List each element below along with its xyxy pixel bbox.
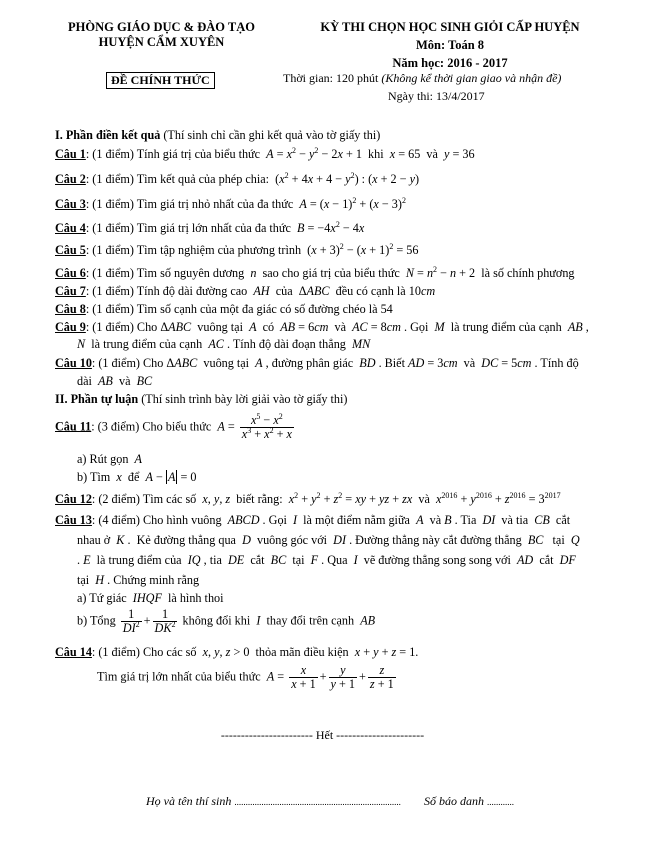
fraction-di: $\frac{1}{DI^2}$ — [122, 607, 140, 635]
question-9-cont: N là trung điểm của cạnh AC . Tính độ dài đoạn thẳng MN — [77, 337, 371, 351]
question-4: Câu 4: (1 điểm) Tìm giá trị lớn nhất của đa thức $B = -4x^2 - 4x$ — [55, 220, 365, 235]
department-name: PHÒNG GIÁO DỤC & ĐÀO TẠO — [68, 20, 255, 34]
question-6: Câu 6: (1 điểm) Tìm số nguyên dương n sao cho giá trị của biểu thức $N = n^2 - n + 2$ là số chính phương — [55, 265, 575, 280]
candidate-name-line: Họ và tên thí sinh .......................................................................... — [146, 794, 401, 808]
question-13-a: a) Tứ giác IHQF là hình thoi — [77, 591, 224, 605]
question-11-b: b) Tìm x để A − A = 0 — [77, 470, 197, 484]
question-13-line3: . E là trung điểm của IQ , tia DE cắt BC tại F . Qua I vẽ đường thẳng song song với AD cắt DF — [77, 553, 576, 567]
question-13-b: b) Tổng $\frac{1}{DI^2}$ + $\frac{1}{DK^2}$ không đổi khi I thay đổi trên cạnh AB — [77, 607, 376, 635]
question-12: Câu 12: (2 điểm) Tìm các số x, y, z biết rằng: $x^2 + y^2 + z^2$ = xy + yz + zx và $x^{2016} + y^{2016} + z^{2016} = 3^{2017}$ — [55, 491, 561, 506]
question-13: Câu 13: (4 điểm) Cho hình vuông ABCD . Gọi I là một điểm nằm giữa A và B . Tia DI và tia CB cắt — [55, 513, 571, 527]
question-13-line2: nhau ở K . Kẻ đường thẳng qua D vuông góc với DI . Đường thẳng này cắt đường thẳng BC tại Q — [77, 533, 580, 547]
exam-subject: Môn: Toán 8 — [415, 38, 485, 52]
part1-heading: I. Phần điền kết quả (Thí sinh chỉ cần ghi kết quả vào tờ giấy thi) — [55, 128, 381, 142]
exam-date: Ngày thi: 13/4/2017 — [388, 89, 485, 103]
fraction-a: $\frac{x^5 - x^2}{x^3 + x^2 + x}$ — [241, 412, 292, 441]
question-10: Câu 10: (1 điểm) Cho ΔABC vuông tại A , đường phân giác BD . Biết AD = 3cm và DC = 5cm . Tính độ — [55, 356, 579, 370]
school-year: Năm học: 2016 - 2017 — [392, 56, 508, 70]
question-14-cont: Tìm giá trị lớn nhất của biểu thức A = $\frac{x}{x + 1}$ + $\frac{y}{y + 1}$ + $\frac{z}{z + 1}$ — [97, 663, 394, 691]
question-8: Câu 8: (1 điểm) Tìm số cạnh của một đa giác có số đường chéo là 54 — [55, 302, 393, 316]
time-note: (Không kể thời gian giao và nhận đề) — [381, 71, 562, 85]
time-label: Thời gian: 120 phút — [283, 71, 379, 85]
question-11: Câu 11: (3 điểm) Cho biểu thức A = $\frac{x^5 - x^2}{x^3 + x^2 + x}$ — [55, 412, 292, 441]
question-14: Câu 14: (1 điểm) Cho các số x, y, z > 0 thỏa mãn điều kiện x + y + z = 1. — [55, 645, 419, 659]
header-right — [290, 20, 610, 71]
fraction-dk: $\frac{1}{DK^2}$ — [154, 607, 176, 635]
exam-title: KỲ THI CHỌN HỌC SINH GIỎI CẤP HUYỆN — [320, 20, 580, 34]
part2-heading: II. Phần tự luận (Thí sinh trình bày lời giải vào tờ giấy thi) — [55, 392, 348, 406]
question-3: Câu 3: (1 điểm) Tìm giá trị nhỏ nhất của đa thức $A = (x - 1)^2 + (x - 3)^2$ — [55, 196, 406, 211]
question-10-cont: dài AB và BC — [77, 374, 153, 388]
question-7: Câu 7: (1 điểm) Tính độ dài đường cao AH của ΔABC đều có cạnh là 10cm — [55, 284, 436, 298]
question-13-line4: tại H . Chứng minh rằng — [77, 573, 200, 587]
header-left — [64, 20, 259, 50]
official-exam-badge: ĐỀ CHÍNH THỨC — [106, 72, 215, 89]
question-11-a: a) Rút gọn A — [77, 452, 142, 466]
question-9: Câu 9: (1 điểm) Cho ΔABC vuông tại A có AB = 6cm và AC = 8cm . Gọi M là trung điểm của cạnh AB , — [55, 320, 589, 334]
candidate-number-line: Số báo danh ............ — [424, 794, 514, 808]
question-1: Câu 1: (1 điểm) Tính giá trị của biểu thức $A = x^2 - y^2 - 2x + 1$ khi x = 65 và y = 36 — [55, 146, 475, 161]
exam-time — [283, 71, 561, 85]
question-2: Câu 2: (1 điểm) Tìm kết quả của phép chia: $(x^2 + 4x + 4 - y^2)$ : (x + 2 − y) — [55, 171, 420, 186]
end-marker: ----------------------- Hết ---------------------- — [220, 728, 425, 742]
district-name: HUYỆN CẨM XUYÊN — [98, 35, 225, 49]
question-5: Câu 5: (1 điểm) Tìm tập nghiệm của phương trình $(x + 3)^2 - (x + 1)^2 = 56$ — [55, 242, 419, 257]
